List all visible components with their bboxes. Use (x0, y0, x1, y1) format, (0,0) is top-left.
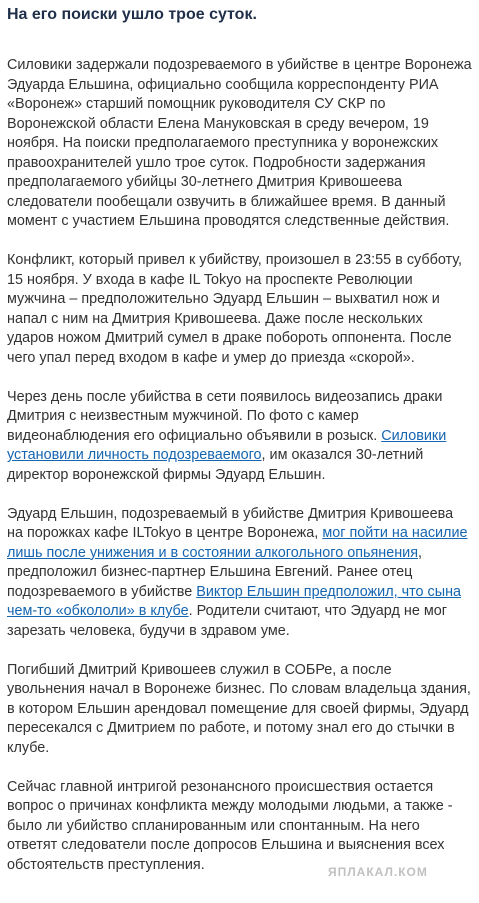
paragraph-text: Эдуард Ельшин, подозреваемый в убийстве Дмитрия Кривошеева на порожках кафе ILTokyo в центре Воронежа, (7, 505, 454, 541)
paragraph-conflict: Конфликт, который привел к убийству, произошел в 23:55 в субботу, 15 ноября. У входа в кафе IL Tokyo на проспекте Революции мужчина – предположительно Эдуард Ельшин – выхватил нож и напал с ним на Дмитрия Кривошеева. Даже после нескольких ударов ножом Дмитрий сумел в драке побороть оппонента. После чего упал перед входом в кафе и умер до приезда «скорой». (7, 252, 463, 366)
paragraph-text: , им оказался 30-летний директор воронежской фирмы Эдуард Ельшин. (7, 447, 424, 483)
article-title: На его поиски ушло трое суток. (7, 6, 257, 23)
paragraph-partner (7, 505, 473, 642)
paragraph-arrest: Силовики задержали подозреваемого в убийстве в центре Воронежа Эдуарда Ельшина, официально сообщила корреспонденту РИА «Воронеж» старший помощник руководителя СУ СКР по Воронежской области Елена Мануковская в среду вечером, 19 ноября. На поиски предполагаемого преступника у воронежских правоохранителей ушло трое суток. Подробности задержания предполагаемого убийцы 30-летнего Дмитрия Кривошеева следователи пообещали озвучить в ближайшее время. В данный момент с участием Ельшина проводятся следственные действия. (7, 57, 472, 229)
paragraph-text: , предположил бизнес-партнер Ельшина Евгений. Ранее отец подозреваемого в убийстве (7, 544, 423, 600)
link-father-opinion[interactable]: Виктор Ельшин предположил, что сына чем-то «обкололи» в клубе (7, 583, 462, 619)
paragraph-intrigue: Сейчас главной интригой резонансного происшествия остается вопрос о причинах конфликта между молодыми людьми, а также - было ли убийство спланированным или спонтанным. На него ответят следователи после допросов Ельшина и выяснения всех обстоятельств преступления. (7, 778, 453, 873)
paragraph-victim: Погибший Дмитрий Кривошеев служил в СОБРе, а после увольнения начал в Воронеже бизнес. По словам владельца здания, в котором Ельшин арендовал помещение для своей фирмы, Эдуард пересекался с Дмитрием по работе, и потому знал его до стычки в клубе. (7, 661, 471, 756)
link-suspect-identified[interactable]: Силовики установили личность подозреваемого (7, 427, 447, 463)
paragraph-text: Через день после убийства в сети появилось видеозапись драки Дмитрия с неизвестным мужчиной. По фото с камер видеонаблюдения его официально объявили в розыск. (7, 388, 443, 444)
watermark: ЯПЛАКАЛ.КОМ (328, 865, 428, 879)
paragraph-text: . Родители считают, что Эдуард не мог зарезать человека, будучи в здравом уме. (7, 603, 447, 639)
link-violence-after-humiliation[interactable]: мог пойти на насилие лишь после унижения и в состоянии алкогольного опьянения (7, 525, 468, 561)
paragraph-video (7, 388, 473, 486)
